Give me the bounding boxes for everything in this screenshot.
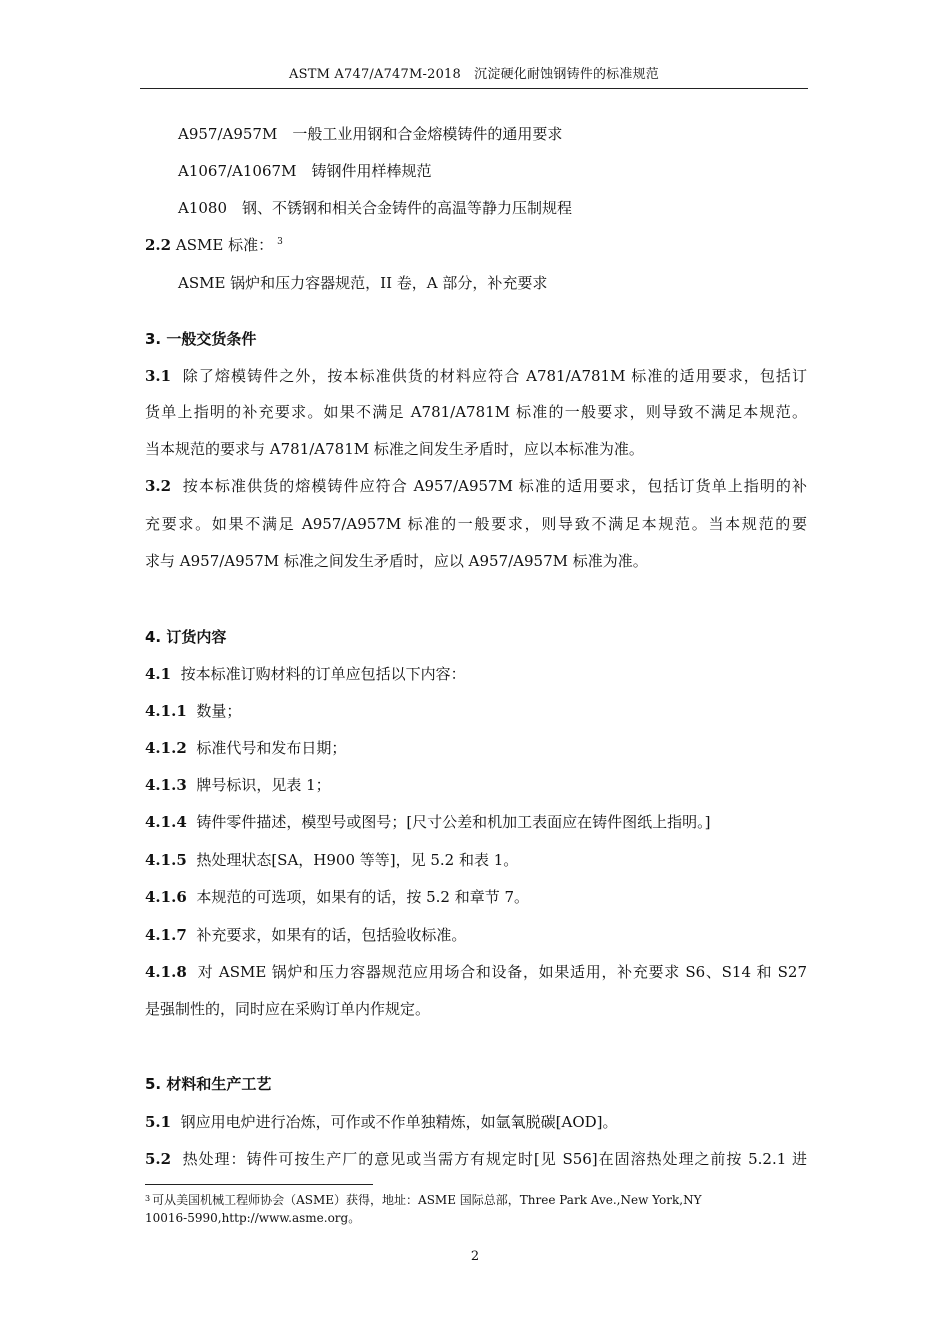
ref-a1067 [178, 161, 431, 181]
section-4-heading: 4. 订货内容 [145, 628, 227, 646]
header-divider [140, 88, 808, 89]
section-2-2 [145, 235, 283, 255]
clause-number: 4.1.6 [145, 888, 187, 906]
clause-4-1 [145, 664, 466, 684]
ref-a1080 [178, 198, 572, 218]
clause-number: 4.1.4 [145, 813, 187, 831]
clause-number: 4.1.8 [145, 963, 187, 981]
clause-text: 按本标准订购材料的订单应包括以下内容： [180, 665, 466, 683]
clause-text: 铸件零件描述，模型号或图号；[尺寸公差和机加工表面应在铸件图纸上指明。] [196, 813, 711, 831]
clause-5-1 [145, 1112, 618, 1132]
ref-text: 钢、不锈钢和相关合金铸件的高温等静力压制规程 [242, 199, 573, 217]
footnote-mark: 3 [145, 1194, 151, 1203]
clause-text: 热处理：铸件可按生产厂的意见或当需方有规定时[见 S56]在固溶热处理之前按 5.2.1 进 [182, 1150, 807, 1168]
clause-number: 3.2 [145, 477, 172, 495]
clause-text: 标准代号和发布日期； [196, 739, 347, 757]
clause-4-1-1 [145, 701, 241, 721]
clause-text: 本规范的可选项，如果有的话，按 5.2 和章节 7。 [196, 888, 530, 906]
clause-text: 按本标准供货的熔模铸件应符合 A957/A957M 标准的适用要求，包括订货单上指明的补 [182, 477, 807, 495]
footnote-ref: 3 [277, 237, 283, 247]
footnote-line2: 10016-5990,http://www.asme.org。 [145, 1211, 361, 1225]
clause-3-2-line1 [145, 476, 807, 496]
section-5-heading: 5. 材料和生产工艺 [145, 1075, 272, 1093]
clause-text: 除了熔模铸件之外，按本标准供货的材料应符合 A781/A781M 标准的适用要求，包括订 [182, 367, 807, 385]
clause-number: 4.1.1 [145, 702, 187, 720]
clause-4-1-8-line2: 是强制性的，同时应在采购订单内作规定。 [145, 1000, 431, 1018]
clause-number: 4.1.5 [145, 851, 187, 869]
clause-text: 热处理状态[SA，H900 等等]，见 5.2 和表 1。 [196, 851, 519, 869]
clause-4-1-6 [145, 887, 529, 907]
clause-text: 对 ASME 锅炉和压力容器规范应用场合和设备，如果适用，补充要求 S6、S14 和 S27 [197, 963, 807, 981]
clause-number: 4.1.7 [145, 926, 187, 944]
clause-text: 数量； [196, 702, 242, 720]
clause-3-1-line1 [145, 366, 807, 386]
clause-3-1-line3: 当本规范的要求与 A781/A781M 标准之间发生矛盾时，应以本标准为准。 [145, 440, 644, 458]
clause-4-1-8-line1 [145, 962, 807, 982]
ref-text: 一般工业用钢和合金熔模铸件的通用要求 [292, 125, 563, 143]
clause-number: 2.2 [145, 236, 172, 254]
clause-3-2-line3: 求与 A957/A957M 标准之间发生矛盾时，应以 A957/A957M 标准为准。 [145, 552, 648, 570]
clause-text: 钢应用电炉进行冶炼，可作或不作单独精炼，如氩氧脱碳[AOD]。 [180, 1113, 618, 1131]
page-number: 2 [470, 1249, 480, 1264]
footnote-line1 [145, 1192, 702, 1209]
clause-number: 4.1 [145, 665, 172, 683]
ref-text: 铸钢件用样棒规范 [311, 162, 432, 180]
clause-4-1-2 [145, 738, 346, 758]
ref-a957 [178, 124, 562, 144]
clause-5-2 [145, 1149, 807, 1169]
asme-reference: ASME 锅炉和压力容器规范，II 卷，A 部分，补充要求 [178, 274, 548, 292]
footnote-divider [145, 1184, 373, 1185]
clause-number: 4.1.3 [145, 776, 187, 794]
clause-4-1-7 [145, 925, 466, 945]
clause-3-2-line2: 充要求。如果不满足 A957/A957M 标准的一般要求，则导致不满足本规范。当本规范的要 [145, 515, 807, 533]
ref-code: A1067/A1067M [178, 162, 297, 180]
running-header: ASTM A747/A747M-2018 沉淀硬化耐蚀钢铸件的标准规范 [289, 67, 659, 82]
clause-text: ASME 标准： [175, 236, 274, 254]
clause-number: 5.2 [145, 1150, 172, 1168]
ref-code: A1080 [178, 199, 228, 217]
section-3-heading: 3. 一般交货条件 [145, 330, 257, 348]
clause-4-1-3 [145, 775, 331, 795]
clause-4-1-4 [145, 812, 711, 832]
clause-4-1-5 [145, 850, 518, 870]
footnote-text: 可从美国机械工程师协会（ASME）获得，地址：ASME 国际总部，Three Park Ave.,New York,NY [152, 1193, 702, 1207]
clause-number: 4.1.2 [145, 739, 187, 757]
clause-number: 5.1 [145, 1113, 172, 1131]
clause-number: 3.1 [145, 367, 172, 385]
clause-text: 牌号标识，见表 1； [196, 776, 331, 794]
ref-code: A957/A957M [178, 125, 278, 143]
clause-text: 补充要求，如果有的话，包括验收标准。 [196, 926, 467, 944]
clause-3-1-line2: 货单上指明的补充要求。如果不满足 A781/A781M 标准的一般要求，则导致不满足本规范。 [145, 403, 807, 421]
